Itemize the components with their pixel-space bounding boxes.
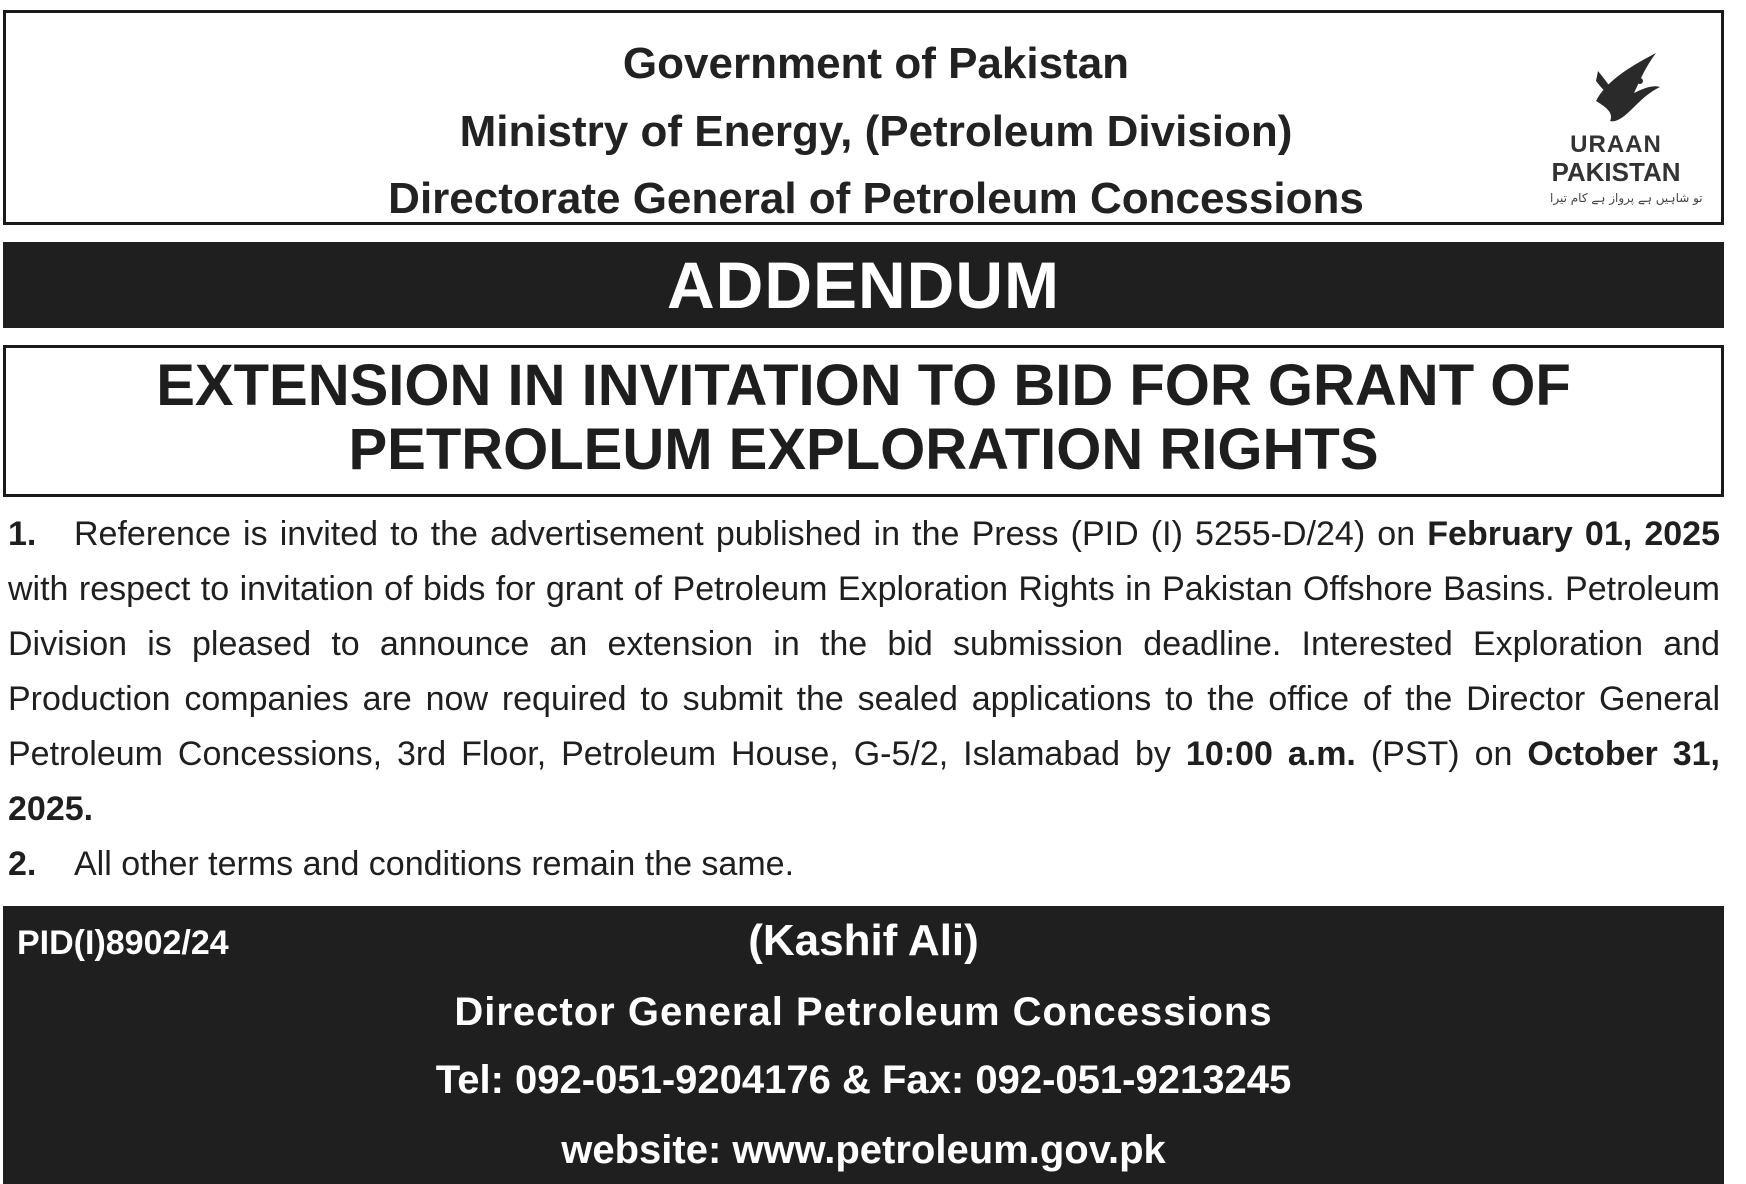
paragraph-1-date-published: February 01, 2025 xyxy=(1427,515,1720,553)
signatory-designation: Director General Petroleum Concessions xyxy=(454,990,1273,1034)
signatory-name: (Kashif Ali) xyxy=(748,916,979,965)
paragraph-2-number: 2. xyxy=(8,845,37,883)
logo-urdu-tagline: تو شاہیں ہے پرواز ہے کام تیرا xyxy=(1550,191,1703,205)
logo-text-uraan: URAAN xyxy=(1570,131,1662,158)
title-box xyxy=(3,345,1724,497)
paragraph-1-deadline-date: October 31, 2025. xyxy=(8,735,1720,828)
paragraph-1 xyxy=(8,507,1720,837)
paragraph-1-text-a: Reference is invited to the advertisement published in the Press (PID (I) 5255-D/24) on xyxy=(74,515,1428,553)
eagle-icon xyxy=(1536,41,1696,131)
uraan-pakistan-logo xyxy=(1536,41,1703,221)
paragraph-2-text: All other terms and conditions remain the same. xyxy=(74,845,795,883)
logo-text-pakistan: PAKISTAN xyxy=(1551,157,1681,187)
header-government: Government of Pakistan xyxy=(622,39,1130,88)
website-link[interactable]: website: www.petroleum.gov.pk xyxy=(561,1128,1166,1172)
pid-reference: PID(I)8902/24 xyxy=(17,924,229,962)
paragraph-2 xyxy=(8,837,1720,892)
header-box xyxy=(3,10,1724,225)
addendum-banner: ADDENDUM xyxy=(3,242,1724,328)
paragraph-1-number: 1. xyxy=(8,515,37,553)
footer-signature-block xyxy=(3,906,1724,1184)
title-line-2: PETROLEUM EXPLORATION RIGHTS xyxy=(348,417,1379,482)
contact-tel-fax: Tel: 092-051-9204176 & Fax: 092-051-9213245 xyxy=(435,1058,1292,1102)
paragraph-1-deadline-time: 10:00 a.m. xyxy=(1185,735,1356,773)
header-ministry: Ministry of Energy, (Petroleum Division) xyxy=(459,107,1293,156)
paragraph-1-text-c: (PST) on xyxy=(1355,735,1528,773)
title-line-1: EXTENSION IN INVITATION TO BID FOR GRANT OF xyxy=(156,353,1571,418)
paragraph-1-text-b: with respect to invitation of bids for grant of Petroleum Exploration Rights in Pakistan Offshore Basins. Petroleum Division is pleased to announce an extension in the bid submission deadline. Interested Exploration and Production companies are now required to submit the sealed applications to the office of the Director General Petroleum Concessions, 3rd Floor, Petroleum House, G-5/2, Islamabad by xyxy=(8,570,1720,773)
header-directorate: Directorate General of Petroleum Concessions xyxy=(388,174,1364,223)
